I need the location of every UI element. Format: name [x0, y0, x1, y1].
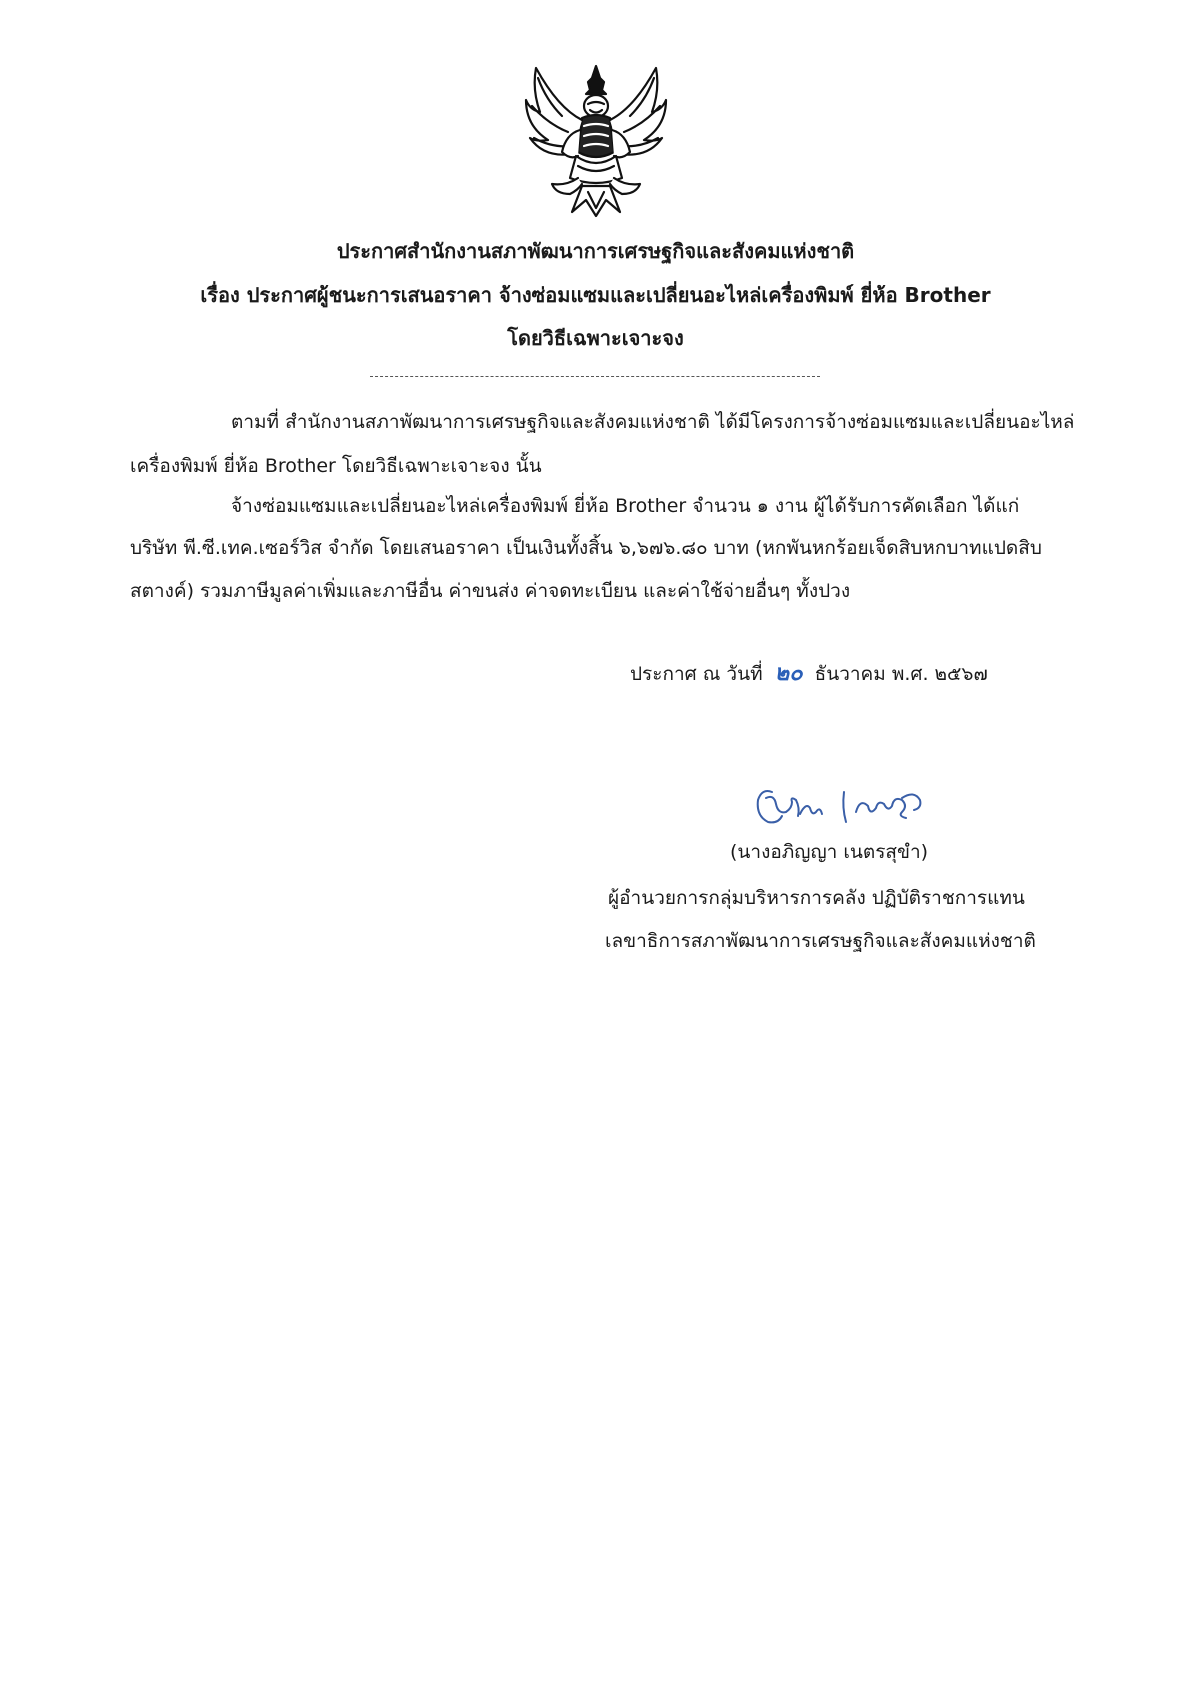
announcement-method: โดยวิธีเฉพาะเจาะจง	[507, 326, 684, 350]
body-paragraph-2-line-3: สตางค์) รวมภาษีมูลค่าเพิ่มและภาษีอื่น ค่าขนส่ง ค่าจดทะเบียน และค่าใช้จ่ายอื่นๆ ทั้งปวง	[130, 580, 851, 602]
body-paragraph-2-line-1: จ้างซ่อมแซมและเปลี่ยนอะไหล่เครื่องพิมพ์ ยี่ห้อ Brother จำนวน ๑ งาน ผู้ได้รับการคัดเลือก ได้แก่	[231, 495, 1020, 517]
announcement-title: ประกาศสำนักงานสภาพัฒนาการเศรษฐกิจและสังคมแห่งชาติ	[336, 239, 855, 263]
date-prefix: ประกาศ ณ วันที่	[630, 663, 763, 685]
announcement-date	[630, 659, 988, 688]
garuda-emblem-icon	[522, 60, 670, 220]
handwritten-signature	[752, 778, 930, 830]
body-paragraph-1-line-1: ตามที่ สำนักงานสภาพัฒนาการเศรษฐกิจและสังคมแห่งชาติ ได้มีโครงการจ้างซ่อมแซมและเปลี่ยนอะไหล่	[231, 411, 1075, 433]
body-paragraph-2-line-2: บริษัท พี.ซี.เทค.เซอร์วิส จำกัด โดยเสนอราคา เป็นเงินทั้งสิ้น ๖,๖๗๖.๘๐ บาท (หกพันหกร้อยเจ็ดสิบหกบาทแปดสิบ	[130, 537, 1042, 559]
title-divider	[370, 376, 820, 377]
signatory-position-line-1: ผู้อำนวยการกลุ่มบริหารการคลัง ปฏิบัติราชการแทน	[608, 887, 1025, 909]
signatory-name: (นางอภิญญา เนตรสุขำ)	[730, 841, 929, 863]
announcement-subject: เรื่อง ประกาศผู้ชนะการเสนอราคา จ้างซ่อมแซมและเปลี่ยนอะไหล่เครื่องพิมพ์ ยี่ห้อ Brother	[200, 283, 991, 307]
body-paragraph-1-line-2: เครื่องพิมพ์ ยี่ห้อ Brother โดยวิธีเฉพาะเจาะจง นั้น	[130, 455, 542, 477]
date-suffix: ธันวาคม พ.ศ. ๒๕๖๗	[814, 663, 988, 685]
signatory-position-line-2: เลขาธิการสภาพัฒนาการเศรษฐกิจและสังคมแห่งชาติ	[605, 930, 1036, 952]
handwritten-day: ๒๐	[774, 660, 803, 686]
